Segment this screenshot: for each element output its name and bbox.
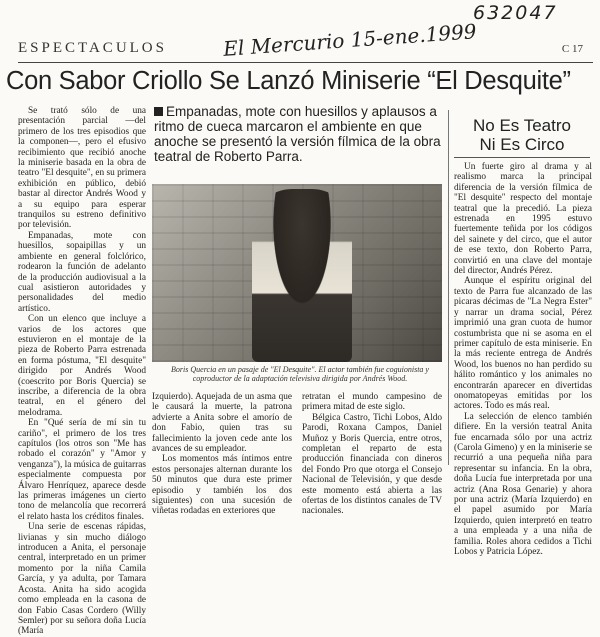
section-name: ESPECTACULOS — [18, 40, 167, 56]
sidebar-title-rule — [454, 157, 590, 158]
lead-text: Empanadas, mote con huesillos y aplausos a ritmo de cueca marcaron el ambiente en que anoche se presentó la versión fílmica de la obra teatral de Roberto Parra. — [154, 104, 441, 164]
article-column-3 — [302, 392, 442, 517]
bullet-icon — [154, 107, 163, 116]
article-photo — [152, 184, 442, 362]
page-code: C 17 — [561, 43, 583, 55]
clip-number: 632047 — [473, 2, 558, 24]
article-column-1 — [18, 106, 146, 637]
paragraph: Con un elenco que incluye a varios de los actores que estuvieron en el montaje de la pieza de Roberto Parra estrenada en forma póstuma, "El desquite" dirigido por Andrés Wood (coescrito por Boris Quercia) se inscribe, a diferencia de la obra teatral, en el género del melodrama. — [18, 314, 146, 418]
paragraph: La selección de elenco también difiere. En la versión teatral Anita fue encarnada sólo por una actriz (Carola Gimeno) y en la miniserie se recurrió a una pequeña niña para representar su infancia. En la obra, doña Lucía fue interpretada por una actriz (Ana Rosa Genarie) y ahora por una actriz (María Izquierdo) en el papel asumido por María Izquierdo, quien interpretó en teatro a una empleada y a una niña de familia. Roles ahora cedidos a Tichi Lobos y Patricia López. — [454, 411, 592, 558]
paragraph: En "Qué sería de mí sin tu cariño", el primero de los tres capítulos (los otros son "Me has robado el corazón" y "Amor y venganza"), la música de guitarras especialmente compuesta por Álvaro Henríquez, aparece desde las primeras imágenes un cierto tono de melancolía que recorrerá el relato hasta los créditos finales. — [18, 418, 146, 522]
paragraph: Izquierdo). Aquejada de un asma que le causará la muerte, la patrona advierte a Anita sobre el amorío de don Fabio, quien tras su fallecimiento la joven cede ante los avances de su empleador. — [152, 392, 292, 455]
paragraph: retratan el mundo campesino de primera mitad de este siglo. — [302, 392, 442, 413]
paragraph: Aunque el espíritu original del texto de Parra fue alcanzado de las picaras décimas de "La Negra Ester" y narrar un drama social, Pérez imprimió una gran cuota de humor costumbrista que ni se asoma en el primer capítulo de esta miniserie. En la más reciente entrega de Andrés Wood, los buenos no han perdido su hálito romántico y los animales no encontrarán aparecer en divertidas onomatopeyas emitidas por los actores. Todo es más real. — [454, 276, 592, 412]
sidebar-title-line-1: No Es Teatro — [473, 116, 571, 135]
headline: Con Sabor Criollo Se Lanzó Miniserie “El Desquite” — [6, 67, 571, 95]
sidebar-column — [454, 162, 592, 558]
paragraph: Empanadas, mote con huesillos, sopaipillas y un ambiente en general folclórico, rodearon la función de adelanto de la producción audiovisual a la cual asistieron autoridades y personalidades del medio artístico. — [18, 230, 146, 314]
photo-caption: Boris Quercia en un pasaje de "El Desquite". El actor también fue coguionista y coproductor de la adaptación televisiva dirigida por Andrés Wood. — [171, 365, 429, 383]
paragraph: Un fuerte giro al drama y al realismo marca la principal diferencia de la versión fílmica de "El desquite" respecto del montaje teatral que la precedió. La pieza estrenada en 1995 estuvo fuertemente teñida por los códigos del sainete y del circo, que el autor de ese texto, don Roberto Parra, convirtió en una clave del montaje del director, Andrés Pérez. — [454, 162, 592, 277]
paragraph: Bélgica Castro, Tichi Lobos, Aldo Parodi, Roxana Campos, Daniel Muñoz y Boris Quercia, entre otros, completan el reparto de esta producción financiada con dineros del Fondo Pro que otorga el Consejo Nacional de Televisión, y que desde este momento está abierta a las ofertas de los distintos canales de TV nacionales. — [302, 412, 442, 517]
paragraph: Los momentos más íntimos entre estos personajes alternan durante los 50 minutos que dura este primer episodio y también los dos siguientes) con una sucesión de viñetas rodadas en exteriores que — [152, 454, 292, 517]
sidebar-divider — [448, 110, 449, 465]
lead-paragraph — [154, 104, 442, 164]
paragraph: Se trató sólo de una presentación parcial —del primero de los tres episodios que la componen—, pero el efusivo recibimiento que recibió anoche la miniserie basada en la obra de teatro "El desquite", en su primera exhibición en público, debió bastar al director Andrés Wood y a su equipo para esperar tranquilos su estreno definitivo por televisión. — [18, 106, 146, 231]
handwritten-note: El Mercurio 15-ene.1999 — [222, 19, 478, 61]
actor-figure — [252, 189, 352, 362]
paragraph: Una serie de escenas rápidas, livianas y sin mucho diálogo introducen a Anita, el personaje central, interpretado en un primer momento por la niña Camila García, y ya adulta, por Tamara Acosta. Anita ha sido acogida como empleada en la casona de don Fabio Casas Cordero (Willy Semler) por su señora doña Lucía (María — [18, 522, 146, 637]
sidebar-title — [452, 116, 592, 154]
article-column-2 — [152, 392, 292, 517]
sidebar-title-line-2: Ni Es Circo — [479, 135, 565, 154]
header-rule — [18, 62, 593, 63]
